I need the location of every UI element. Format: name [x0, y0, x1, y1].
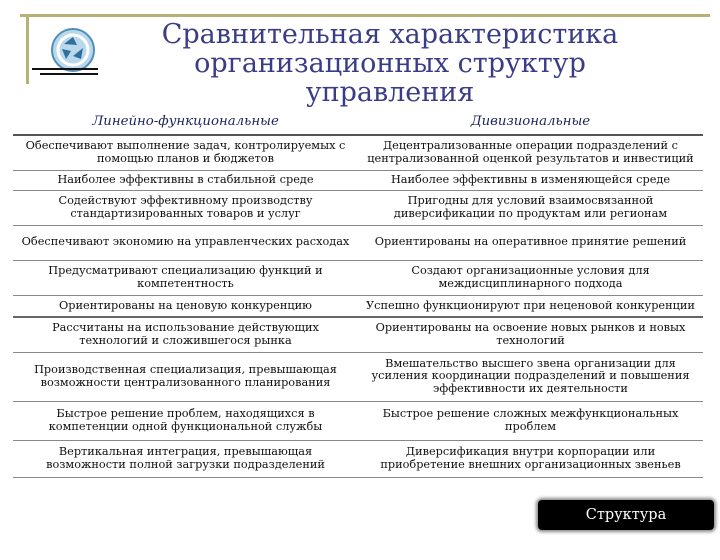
cell-divisional: Создают организационные условия для междисциплинарного подхода: [358, 260, 703, 295]
cell-linear: Обеспечивают выполнение задач, контролируемых с помощью планов и бюджетов: [13, 135, 358, 170]
cell-linear: Ориентированы на ценовую конкуренцию: [13, 295, 358, 317]
table-row: [13, 401, 703, 440]
cell-linear: Рассчитаны на использование действующих технологий и сложившегося рынка: [13, 317, 358, 352]
cell-linear: Содействуют эффективному производству стандартизированных товаров и услуг: [13, 190, 358, 225]
comparison-table: [13, 110, 703, 478]
logo-underline-2: [40, 73, 98, 75]
cell-divisional: Успешно функционируют при неценовой конкуренции: [358, 295, 703, 317]
cell-divisional: Быстрое решение сложных межфункциональных проблем: [358, 401, 703, 440]
cell-divisional: Пригодны для условий взаимосвязанной диверсификации по продуктам или регионам: [358, 190, 703, 225]
table-row: [13, 190, 703, 225]
cell-linear: Быстрое решение проблем, находящихся в компетенции одной функциональной службы: [13, 401, 358, 440]
table-row: [13, 440, 703, 477]
cell-divisional: Децентрализованные операции подразделений с централизованной оценкой результатов и инвестиций: [358, 135, 703, 170]
table-row: [13, 317, 703, 352]
header-linear-functional: Линейно-функциональные: [13, 110, 358, 135]
cell-divisional: Ориентированы на освоение новых рынков и новых технологий: [358, 317, 703, 352]
frame-top-line: [20, 14, 710, 17]
cell-divisional: Ориентированы на оперативное принятие решений: [358, 225, 703, 260]
cell-linear: Вертикальная интеграция, превышающая возможности полной загрузки подразделений: [13, 440, 358, 477]
table-row: [13, 352, 703, 401]
org-structure-button[interactable]: [538, 500, 714, 553]
title-line-1: Сравнительная характеристика: [161, 19, 619, 50]
table-row: [13, 260, 703, 295]
frame-left-line: [26, 14, 29, 84]
recycle-arrows-icon: [44, 26, 102, 74]
table-header-row: [13, 110, 703, 135]
logo-underline: [32, 68, 98, 70]
comparison-table-wrap: [13, 110, 703, 478]
table-row: [13, 170, 703, 190]
cell-linear: Предусматривают специализацию функций и компетентность: [13, 260, 358, 295]
cell-linear: Производственная специализация, превышающая возможности централизованного планирования: [13, 352, 358, 401]
cell-divisional: Наиболее эффективны в изменяющейся среде: [358, 170, 703, 190]
cell-linear: Обеспечивают экономию на управленческих расходах: [13, 225, 358, 260]
table-row: [13, 135, 703, 170]
header-divisional: Дивизиональные: [358, 110, 703, 135]
cell-linear: Наиболее эффективны в стабильной среде: [13, 170, 358, 190]
title-line-2: организационных структур управления: [194, 48, 586, 108]
table-row: [13, 295, 703, 317]
org-structure-label: Структура организации: [576, 507, 676, 553]
table-row: [13, 225, 703, 260]
cell-divisional: Вмешательство высшего звена организации для усиления координации подразделений и повышения эффективности их деятельности: [358, 352, 703, 401]
slide-title: [110, 20, 670, 107]
cell-divisional: Диверсификация внутри корпорации или приобретение внешних организационных звеньев: [358, 440, 703, 477]
